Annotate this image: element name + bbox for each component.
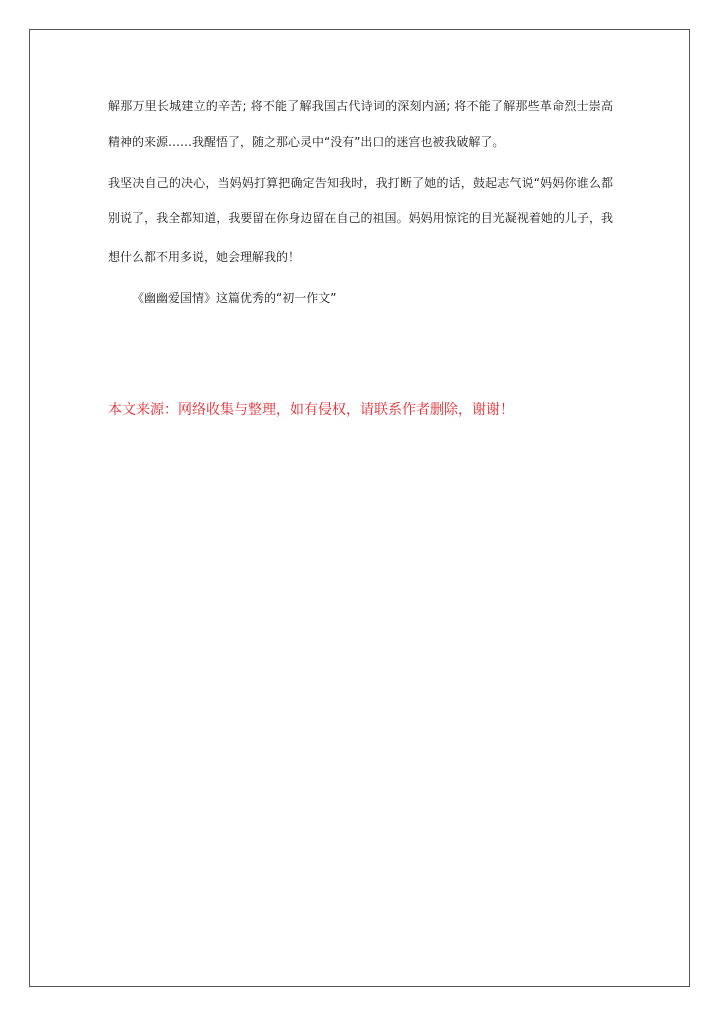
page-frame <box>29 29 690 987</box>
paragraph-line: 我坚决自己的决心，当妈妈打算把确定告知我时，我打断了她的话，鼓起志气说“妈妈你谁么都 <box>108 176 613 190</box>
paragraph-line: 精神的来源……我醒悟了，随之那心灵中“没有”出口的迷宫也被我破解了。 <box>108 135 505 149</box>
paragraph-line: 解那万里长城建立的辛苦; 将不能了解我国古代诗词的深刻内涵; 将不能了解那些革命烈士崇高 <box>108 99 613 113</box>
paragraph-line: 想什么都不用多说，她会理解我的！ <box>108 250 301 264</box>
closing-line: 《幽幽爱国情》这篇优秀的“初一作文” <box>132 291 337 305</box>
paragraph-line: 别说了，我全都知道，我要留在你身边留在自己的祖国。妈妈用惊诧的目光凝视着她的儿子，我 <box>108 211 613 225</box>
source-note: 本文来源：网络收集与整理，如有侵权，请联系作者删除，谢谢！ <box>108 402 514 418</box>
